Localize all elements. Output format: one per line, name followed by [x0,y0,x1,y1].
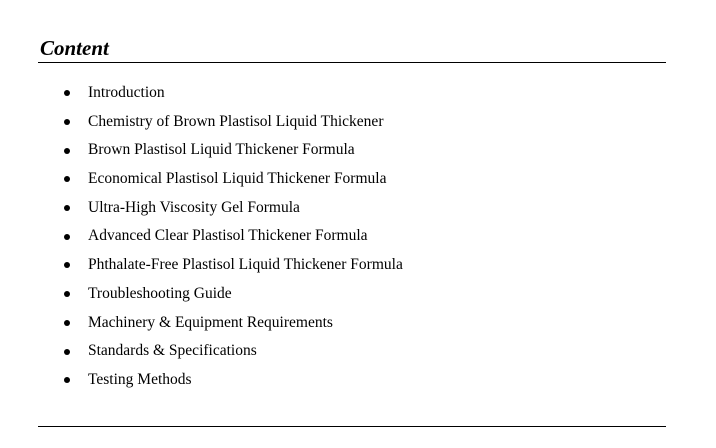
bullet-icon [64,320,70,326]
bullet-icon [64,262,70,268]
list-item-label: Introduction [88,84,165,101]
list-item-label: Chemistry of Brown Plastisol Liquid Thickener [88,112,384,130]
bullet-icon [64,176,70,182]
section-heading: Content [40,36,109,60]
list-item-label: Standards & Specifications [88,342,257,360]
list-item-label: Economical Plastisol Liquid Thickener Formula [88,170,387,188]
top-divider [38,62,666,63]
bullet-icon [64,205,70,211]
bullet-icon [64,148,70,154]
bullet-icon [64,119,70,125]
bullet-icon [64,90,70,96]
bottom-divider [38,426,666,427]
list-item-label: Troubleshooting Guide [88,284,232,302]
list-item-label: Machinery & Equipment Requirements [88,313,333,331]
bullet-icon [64,234,70,240]
list-item-label: Ultra-High Viscosity Gel Formula [88,198,300,216]
list-item-label: Advanced Clear Plastisol Thickener Formula [88,227,368,245]
list-item-label: Testing Methods [88,370,192,388]
list-item-label: Brown Plastisol Liquid Thickener Formula [88,141,355,159]
list-item-label: Phthalate-Free Plastisol Liquid Thickener Formula [88,256,403,274]
bullet-icon [64,291,70,297]
bullet-icon [64,377,70,383]
bullet-icon [64,349,70,355]
